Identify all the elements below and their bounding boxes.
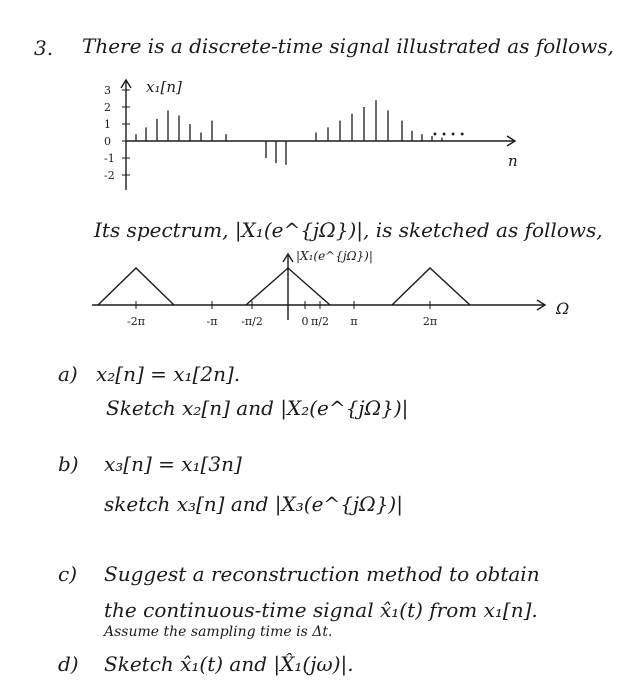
part-a-line1: x₂[n] = x₁[2n].: [96, 362, 241, 386]
spectrum-triangle: [392, 268, 470, 305]
part-b-line1: x₃[n] = x₁[3n]: [104, 452, 242, 476]
spectrum-tick-label: -π/2: [241, 315, 263, 328]
spectrum-axes: [92, 254, 545, 320]
spectrum-ylabel: |X₁(e^{jΩ})|: [296, 249, 373, 263]
part-d-label: d): [58, 652, 79, 676]
part-b-label: b): [58, 452, 79, 476]
spectrum-tick-label: π/2: [311, 315, 329, 328]
part-d-line1: Sketch x̂₁(t) and |X̂₁(jω)|.: [104, 652, 354, 676]
part-a-label: a): [58, 362, 78, 386]
spectrum-xlabel: Ω: [556, 299, 570, 318]
part-c-line2: the continuous-time signal x̂₁(t) from x₁[n].: [104, 598, 538, 622]
signal-ylabel: x₁[n]: [146, 78, 182, 96]
spectrum-tick-label: 2π: [422, 315, 438, 328]
signal-ytick-label: 1: [104, 118, 111, 131]
spectrum-intro: Its spectrum, |X₁(e^{jΩ})|, is sketched as follows,: [94, 218, 603, 242]
part-c-line3: Assume the sampling time is Δt.: [104, 624, 333, 640]
problem-number: 3.: [34, 36, 54, 60]
spectrum-tick-label: π: [350, 315, 358, 328]
part-c-label: c): [58, 562, 78, 586]
spectrum-triangle: [98, 268, 174, 305]
signal-continuation: • • • •: [432, 130, 466, 141]
signal-xlabel: n: [508, 152, 518, 170]
signal-ytick-label: 3: [104, 84, 111, 97]
spectrum-plot: [0, 240, 625, 360]
signal-stems: [136, 100, 442, 165]
spectrum-triangles: [98, 268, 470, 305]
spectrum-tick-label: 0: [301, 315, 309, 328]
signal-ytick-label: -2: [104, 169, 115, 182]
part-b-line2: sketch x₃[n] and |X₃(e^{jΩ})|: [104, 492, 403, 516]
spectrum-tick-label: -π: [206, 315, 218, 328]
problem-intro: There is a discrete-time signal illustrated as follows,: [82, 34, 614, 58]
part-c-line1: Suggest a reconstruction method to obtain: [104, 562, 540, 586]
signal-ytick-label: 2: [104, 101, 111, 114]
signal-ytick-label: 0: [104, 135, 111, 148]
signal-ytick-label: -1: [104, 152, 115, 165]
spectrum-tick-label: -2π: [127, 315, 145, 328]
part-a-line2: Sketch x₂[n] and |X₂(e^{jΩ})|: [106, 396, 409, 420]
